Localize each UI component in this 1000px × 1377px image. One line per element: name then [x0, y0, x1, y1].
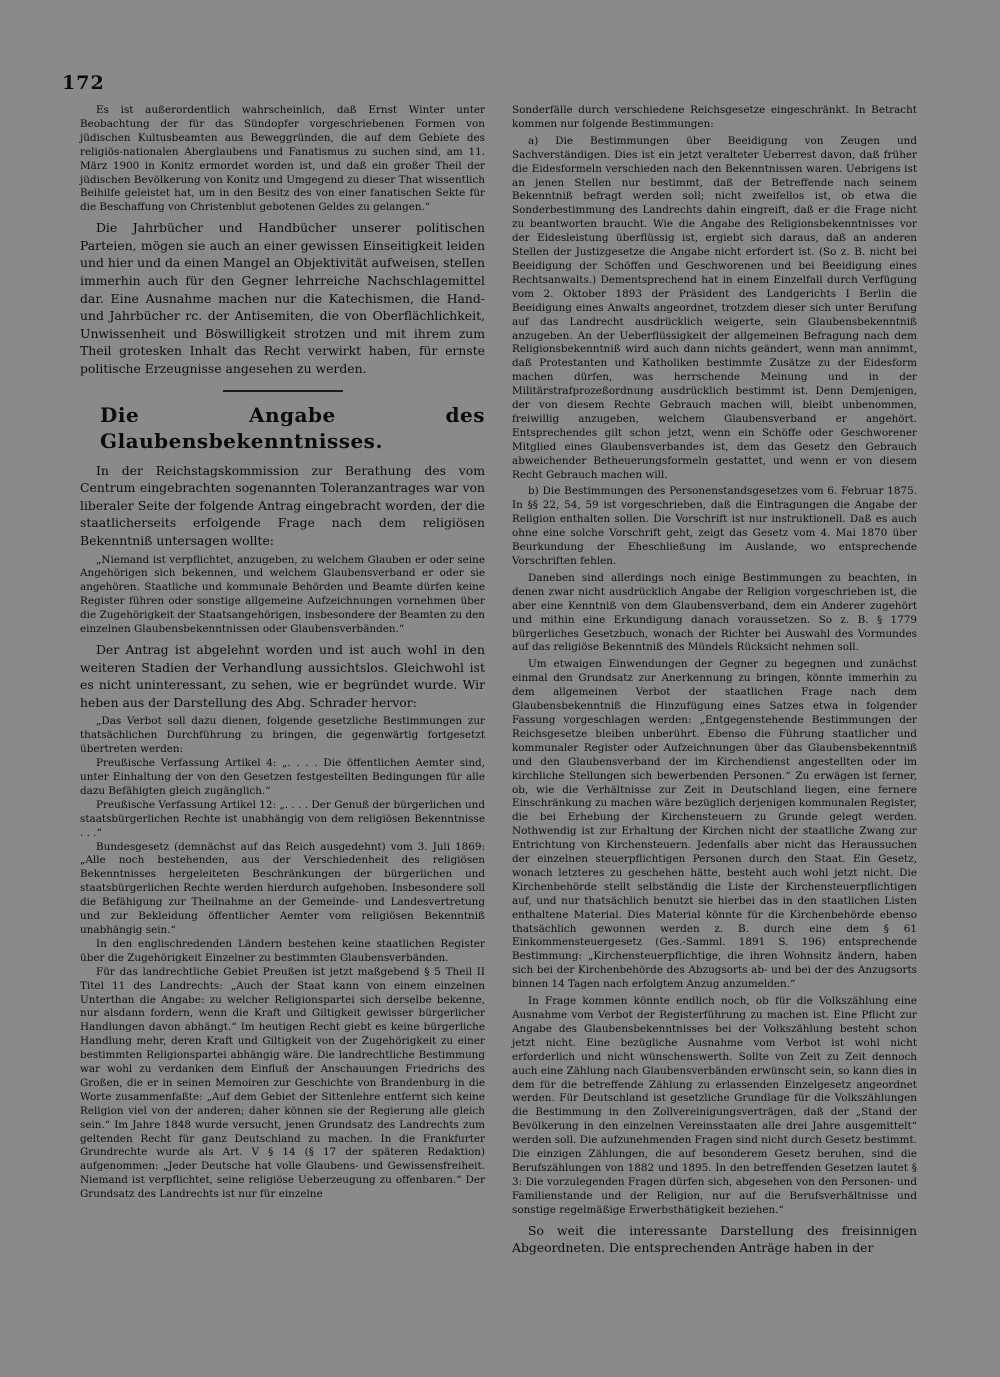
paragraph: Sonderfälle durch verschiedene Reichsgesetze eingeschränkt. In Betracht kommen nur folgende Bestimmungen: — [512, 104, 917, 130]
paragraph: Die Jahrbücher und Handbücher unserer politischen Parteien, mögen sie auch an einer gewissen Einseitigkeit leiden und hier und da einen Mangel an Objektivität aufweisen, stellen immerhin auch für den Gegner lehrreiche Nachschlagemittel dar. Eine Ausnahme machen nur die Katechismen, die Hand- und Jahrbücher rc. der Antisemiten, die von Oberflächlichkeit, Unwissenheit und Böswilligkeit strotzen und mit ihrem zum Theil grotesken Inhalt das Recht verwirkt haben, für ernste politische Erzeugnisse angesehen zu werden. — [80, 220, 485, 376]
paragraph: Der Antrag ist abgelehnt worden und ist auch wohl in den weiteren Stadien der Verhandlung aussichtslos. Gleichwohl ist es nicht uninteressant, zu sehen, wie er begründet wurde. Wir heben aus der Darstellung des Abg. Schrader hervor: — [80, 642, 485, 710]
left-column — [80, 104, 485, 1202]
section-divider — [223, 390, 343, 392]
paragraph: So weit die interessante Darstellung des freisinnigen Abgeordneten. Die entsprechenden Anträge haben in der — [512, 1222, 917, 1256]
quote-paragraph: Preußische Verfassung Artikel 12: „. . . . Der Genuß der bürgerlichen und staatsbürgerlichen Rechte ist unabhängig von dem religiösen Bekenntnisse . . .“ — [80, 798, 485, 839]
page-number: 172 — [62, 72, 105, 94]
right-column — [512, 104, 917, 1261]
quote-paragraph: In den englischredenden Ländern bestehen keine staatlichen Register über die Zugehörigkeit Einzelner zu bestimmten Glaubensverbänden. — [80, 937, 485, 964]
paragraph: Daneben sind allerdings noch einige Bestimmungen zu beachten, in denen zwar nicht ausdrücklich Angabe der Religion vorgeschrieben ist, die aber eine Kenntniß von dem Glaubensverband, dem ein Anderer zugehört und mithin eine Erkundigung danach voraussetzen. So z. B. § 1779 bürgerliches Gesetzbuch, wonach der Richter bei Auswahl des Vormundes auf das religiöse Bekenntniß des Mündels Rücksicht nehmen soll. — [512, 571, 917, 654]
paragraph: a) Die Bestimmungen über Beeidigung von Zeugen und Sachverständigen. Dies ist ein jetzt veralteter Ueberrest davon, daß früher die Eidesformeln verschieden nach den Bekenntnissen waren. Uebrigens ist an jenen Stellen nur bestimmt, daß der Betreffende nach seinem Bekenntniß befragt werden soll; nicht zweifellos ist, ob etwa die Sonderbestimmung des Landrechts dahin eingreift, daß er die Frage nicht zu beantworten braucht. Wie die Angabe des Religionsbekenntnisses vor der Eidesleistung überflüssig ist, ergiebt sich daraus, daß an anderen Stellen der Justizgesetze die Angabe nicht erfordert ist. (So z. B. nicht bei Beeidigung der Schöffen und Geschworenen und bei Beeidigung eines Rechtsanwalts.) Dementsprechend hat in einem Einzelfall durch Verfügung vom 2. Oktober 1893 der Präsident des Landgerichts I Berlin die Beeidigung eines Anwalts angeordnet, trotzdem dieser sich unter Berufung auf das Landrecht ausdrücklich weigerte, sein Glaubensbekenntniß anzugeben. An der Ueberflüssigkeit der allgemeinen Befragung nach dem Religionsbekenntniß wird auch dann nichts geändert, wenn man annimmt, daß Protestanten und Katholiken bestimmte Zusätze zu der Eidesform machen dürfen, was herrschende Meinung und in der Militärstrafprozeßordnung ausdrücklich bestimmt ist. Denn Demjenigen, der von diesem Rechte Gebrauch machen will, bleibt unbenommen, freiwillig anzugeben, welchem Glaubensverband er angehört. Entsprechendes gilt schon jetzt, wenn ein Schöffe oder Geschworener Mitglied eines Glaubensverbandes ist, dem das Gesetz den Gebrauch abweichender Betheuerungsformeln gestattet, und wenn er von diesem Recht Gebrauch machen will. — [512, 134, 917, 481]
paragraph: In der Reichstagskommission zur Berathung des vom Centrum eingebrachten sogenannten Toleranzantrages war von liberaler Seite der folgende Antrag eingebracht worden, der die staatlicherseits erfolgende Frage nach dem religiösen Bekenntniß untersagen wollte: — [80, 462, 485, 548]
quote-paragraph: Für das landrechtliche Gebiet Preußen ist jetzt maßgebend § 5 Theil II Titel 11 des Landrechts: „Auch der Staat kann von einem einzelnen Unterthan die Angabe: zu welcher Religionspartei sich derselbe bekenne, nur alsdann fordern, wenn die Kraft und Giltigkeit gewisser bürgerlicher Handlungen davon abhängt.“ Im heutigen Recht giebt es keine bürgerliche Handlung mehr, deren Kraft und Giltigkeit von der Zugehörigkeit zu einer bestimmten Religionspartei abhängig wäre. Die landrechtliche Bestimmung war wohl zu verdanken dem Einfluß der Anschauungen Friedrichs des Großen, die er in seinen Memoiren zur Geschichte von Brandenburg in die Worte zusammenfaßte: „Auf dem Gebiet der Sittenlehre entfernt sich keine Religion viel von der anderen; daher können sie der Regierung alle gleich sein.“ Im Jahre 1848 wurde versucht, jenen Grundsatz des Landrechts zum geltenden Recht für ganz Deutschland zu machen. In die Frankfurter Grundrechte wurde als Art. V § 14 (§ 17 der späteren Redaktion) aufgenommen: „Jeder Deutsche hat volle Glaubens- und Gewissensfreiheit. Niemand ist verpflichtet, seine religiöse Ueberzeugung zu offenbaren.“ Der Grundsatz des Landrechts ist nur für einzelne — [80, 965, 485, 1201]
section-heading: Die Angabe des Glaubensbekenntnisses. — [100, 402, 485, 453]
quote-paragraph: „Niemand ist verpflichtet, anzugeben, zu welchem Glauben er oder seine Angehörigen sich bekennen, und welchem Glaubensverband er oder sie angehören. Staatliche und kommunale Behörden und Beamte dürfen keine Register führen oder sonstige allgemeine Aufzeichnungen vornehmen über die Zugehörigkeit der Staatsangehörigen, insbesondere der Beamten zu den einzelnen Glaubensbekenntnissen oder Glaubensverbänden.“ — [80, 553, 485, 636]
paragraph: In Frage kommen könnte endlich noch, ob für die Volkszählung eine Ausnahme vom Verbot der Registerführung zu machen ist. Eine Pflicht zur Angabe des Glaubensbekenntnisses bei der Volkszählung besteht schon jetzt nicht. Eine bezügliche Ausnahme vom Verbot ist wohl nicht erforderlich und nicht wünschenswerth. Sollte von Zeit zu Zeit dennoch auch eine Zählung nach Glaubensverbänden erwünscht sein, so kann dies in dem für die betreffende Zählung zu erlassenden Einzelgesetz angeordnet werden. Für Deutschland ist gesetzliche Grundlage für die Volkszählungen die Bestimmung in den Zollvereinigungsverträgen, daß der „Stand der Bevölkerung in den einzelnen Vereinsstaaten alle drei Jahre ausgemittelt“ werden soll. Die aufzunehmenden Fragen sind nicht durch Gesetz bestimmt. Die einzigen Zählungen, die auf besonderem Gesetz beruhen, sind die Berufszählungen von 1882 und 1895. In den betreffenden Gesetzen lautet § 3: Die vorzulegenden Fragen dürfen sich, abgesehen von den Personen- und Familienstande und der Religion, nur auf die Berufsverhältnisse und sonstige regelmäßige Erwerbsthätigkeit beziehen.“ — [512, 995, 917, 1216]
quote-paragraph: Preußische Verfassung Artikel 4: „. . . . Die öffentlichen Aemter sind, unter Einhaltung der von den Gesetzen festgestellten Bedingungen für alle dazu Befähigten gleich zugänglich.“ — [80, 757, 485, 797]
paragraph: b) Die Bestimmungen des Personenstandsgesetzes vom 6. Februar 1875. In §§ 22, 54, 59 ist vorgeschrieben, daß die Eintragungen die Angabe der Religion enthalten sollen. Die Vorschrift ist nur instruktionell. Daß es auch ohne eine solche Vorschrift geht, zeigt das Gesetz vom 4. Mai 1870 über Beurkundung der Eheschließung im Auslande, wo entsprechende Vorschriften fehlen. — [512, 485, 917, 567]
paragraph: Um etwaigen Einwendungen der Gegner zu begegnen und zunächst einmal den Grundsatz zur Anerkennung zu bringen, könnte immerhin zu dem allgemeinen Verbot der staatlichen Frage nach dem Glaubensbekenntniß die Hinzufügung eines Satzes etwa in folgender Fassung vorgeschlagen werden: „Entgegenstehende Bestimmungen der Reichsgesetze bleiben unberührt. Ebenso die Führung staatlicher und kommunaler Register oder Aufzeichnungen über das Glaubensbekenntniß und den Glaubensverband der im Kirchendienst angestellten oder im kirchliche Stellungen sich bewerbenden Personen.“ Zu erwägen ist ferner, ob, wie die Verhältnisse zur Zeit in Deutschland liegen, eine fernere Einschränkung zu machen wäre bezüglich derjenigen kommunalen Register, die bei Erhebung der Kirchensteuern zu Grunde gelegt werden. Nothwendig ist zur Erhaltung der Kirchen nicht der staatliche Zwang zur Entrichtung von Kirchensteuern. Jedenfalls aber nicht das Heraussuchen der einzelnen steuerpflichtigen Personen durch den Staat. Ein Gesetz, wonach letzteres zu geschehen hätte, besteht auch wohl jetzt nicht. Die Kirchenbehörde stellt selbständig die Liste der Kirchensteuerpflichtigen auf, und nur thatsächlich benutzt sie hierbei das in den staatlichen Listen enthaltene Material. Dies Material könnte für die Kirchenbehörde ebenso thatsächlich gewonnen werden z. B. durch eine dem § 61 Einkommensteuergesetz (Ges.-Samml. 1891 S. 196) entsprechende Bestimmung: „Kirchensteuerpflichtige, die ihren Wohnsitz ändern, haben sich bei der Kirchenbehörde des Abzugsorts ab- und bei der des Anzugsorts binnen 14 Tagen nach erfolgtem Anzug anzumelden.“ — [512, 658, 917, 991]
quote-paragraph: „Das Verbot soll dazu dienen, folgende gesetzliche Bestimmungen zur thatsächlichen Durchführung zu bringen, die gegenwärtig fortgesetzt übertreten werden: — [80, 715, 485, 756]
paragraph: Es ist außerordentlich wahrscheinlich, daß Ernst Winter unter Beobachtung der für das Sündopfer vorgeschriebenen Formen von jüdischen Kultusbeamten aus Beweggründen, die auf dem Gebiete des religiös-nationalen Aberglaubens und Fanatismus zu suchen sind, am 11. März 1900 in Konitz ermordet worden ist, und daß ein großer Theil der jüdischen Bevölkerung von Konitz und Umgegend zu dieser That wissentlich Beihilfe geleistet hat, um in den Besitz des von einer fanatischen Sekte für die Beschaffung von Christenblut gebotenen Geldes zu gelangen.“ — [80, 104, 485, 214]
quote-paragraph: Bundesgesetz (demnächst auf das Reich ausgedehnt) vom 3. Juli 1869: „Alle noch bestehenden, aus der Verschiedenheit des religiösen Bekenntnisses hergeleiteten Beschränkungen der bürgerlichen und staatsbürgerlichen Rechte werden hierdurch aufgehoben. Insbesondere soll die Befähigung zur Theilnahme an der Gemeinde- und Landesvertretung und zur Bekleidung öffentlicher Aemter vom religiösen Bekenntniß unabhängig sein.“ — [80, 840, 485, 936]
